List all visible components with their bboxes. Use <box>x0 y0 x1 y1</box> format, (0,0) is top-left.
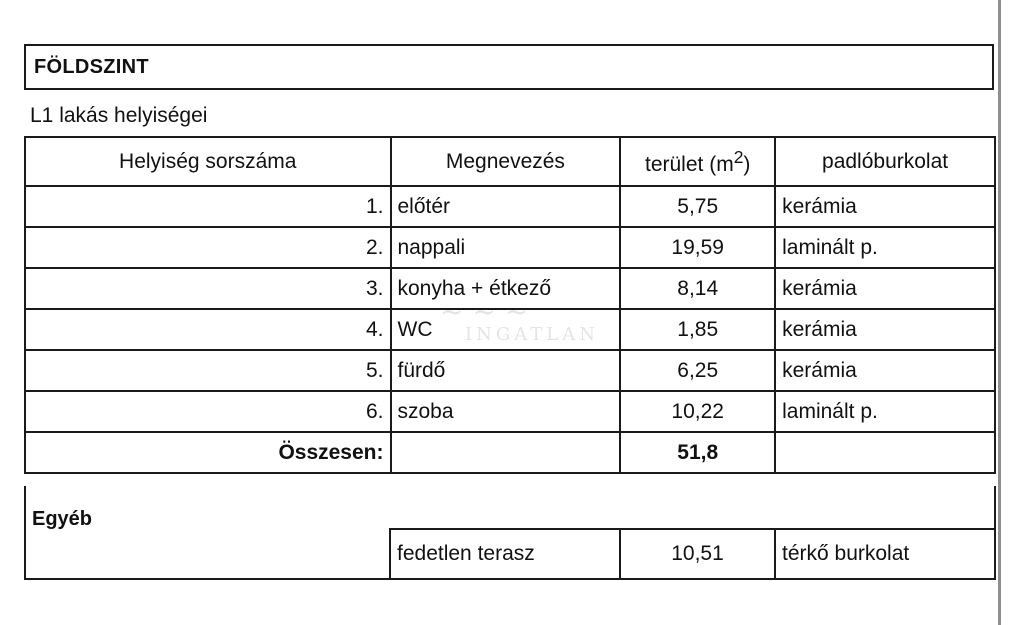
room-floor: kerámia <box>775 350 995 391</box>
total-area: 51,8 <box>620 432 775 473</box>
total-name-cell <box>391 432 621 473</box>
table-row <box>25 227 995 268</box>
table-row <box>25 268 995 309</box>
rooms-table <box>24 136 996 474</box>
total-label: Összesen: <box>25 432 391 473</box>
table-header-row <box>25 137 995 186</box>
room-number: 5. <box>25 350 391 391</box>
total-floor-cell <box>775 432 995 473</box>
room-area: 19,59 <box>620 227 775 268</box>
other-floor: térkő burkolat <box>775 529 995 579</box>
room-number: 1. <box>25 186 391 227</box>
room-number: 2. <box>25 227 391 268</box>
room-area: 10,22 <box>620 391 775 432</box>
other-section-label: Egyéb <box>32 508 93 530</box>
watermark-text: INGATLAN <box>465 324 599 345</box>
scan-edge-line <box>998 0 1001 625</box>
room-area: 1,85 <box>620 309 775 350</box>
room-name: előtér <box>391 186 621 227</box>
table-row <box>25 186 995 227</box>
room-area: 5,75 <box>620 186 775 227</box>
room-area: 6,25 <box>620 350 775 391</box>
room-name: szoba <box>391 391 621 432</box>
room-floor: kerámia <box>775 186 995 227</box>
room-name: fürdő <box>391 350 621 391</box>
room-number: 4. <box>25 309 391 350</box>
column-header-name: Megnevezés <box>391 137 621 186</box>
section-header <box>24 44 994 90</box>
total-row <box>25 432 995 473</box>
room-name: konyha + étkező <box>391 268 621 309</box>
other-number-cell <box>24 529 390 579</box>
room-number: 6. <box>25 391 391 432</box>
room-floor: kerámia <box>775 268 995 309</box>
room-floor: laminált p. <box>775 227 995 268</box>
room-area: 8,14 <box>620 268 775 309</box>
other-name: fedetlen terasz <box>390 529 620 579</box>
room-name: nappali <box>391 227 621 268</box>
table-row <box>24 529 995 579</box>
table-subtitle: L1 lakás helyiségei <box>30 104 208 127</box>
other-table <box>24 528 996 580</box>
other-area: 10,51 <box>620 529 775 579</box>
column-header-number: Helyiség sorszáma <box>25 137 391 186</box>
room-name: WC <box>391 309 621 350</box>
section-title: FÖLDSZINT <box>34 55 149 78</box>
watermark-logo: ~ ~ ~ <box>440 295 529 328</box>
column-header-floor: padlóburkolat <box>775 137 995 186</box>
table-row <box>25 350 995 391</box>
room-floor: kerámia <box>775 309 995 350</box>
table-row <box>25 309 995 350</box>
room-floor: laminált p. <box>775 391 995 432</box>
room-number: 3. <box>25 268 391 309</box>
column-header-area: terület $(m^2)$ <box>620 137 775 186</box>
table-row <box>25 391 995 432</box>
